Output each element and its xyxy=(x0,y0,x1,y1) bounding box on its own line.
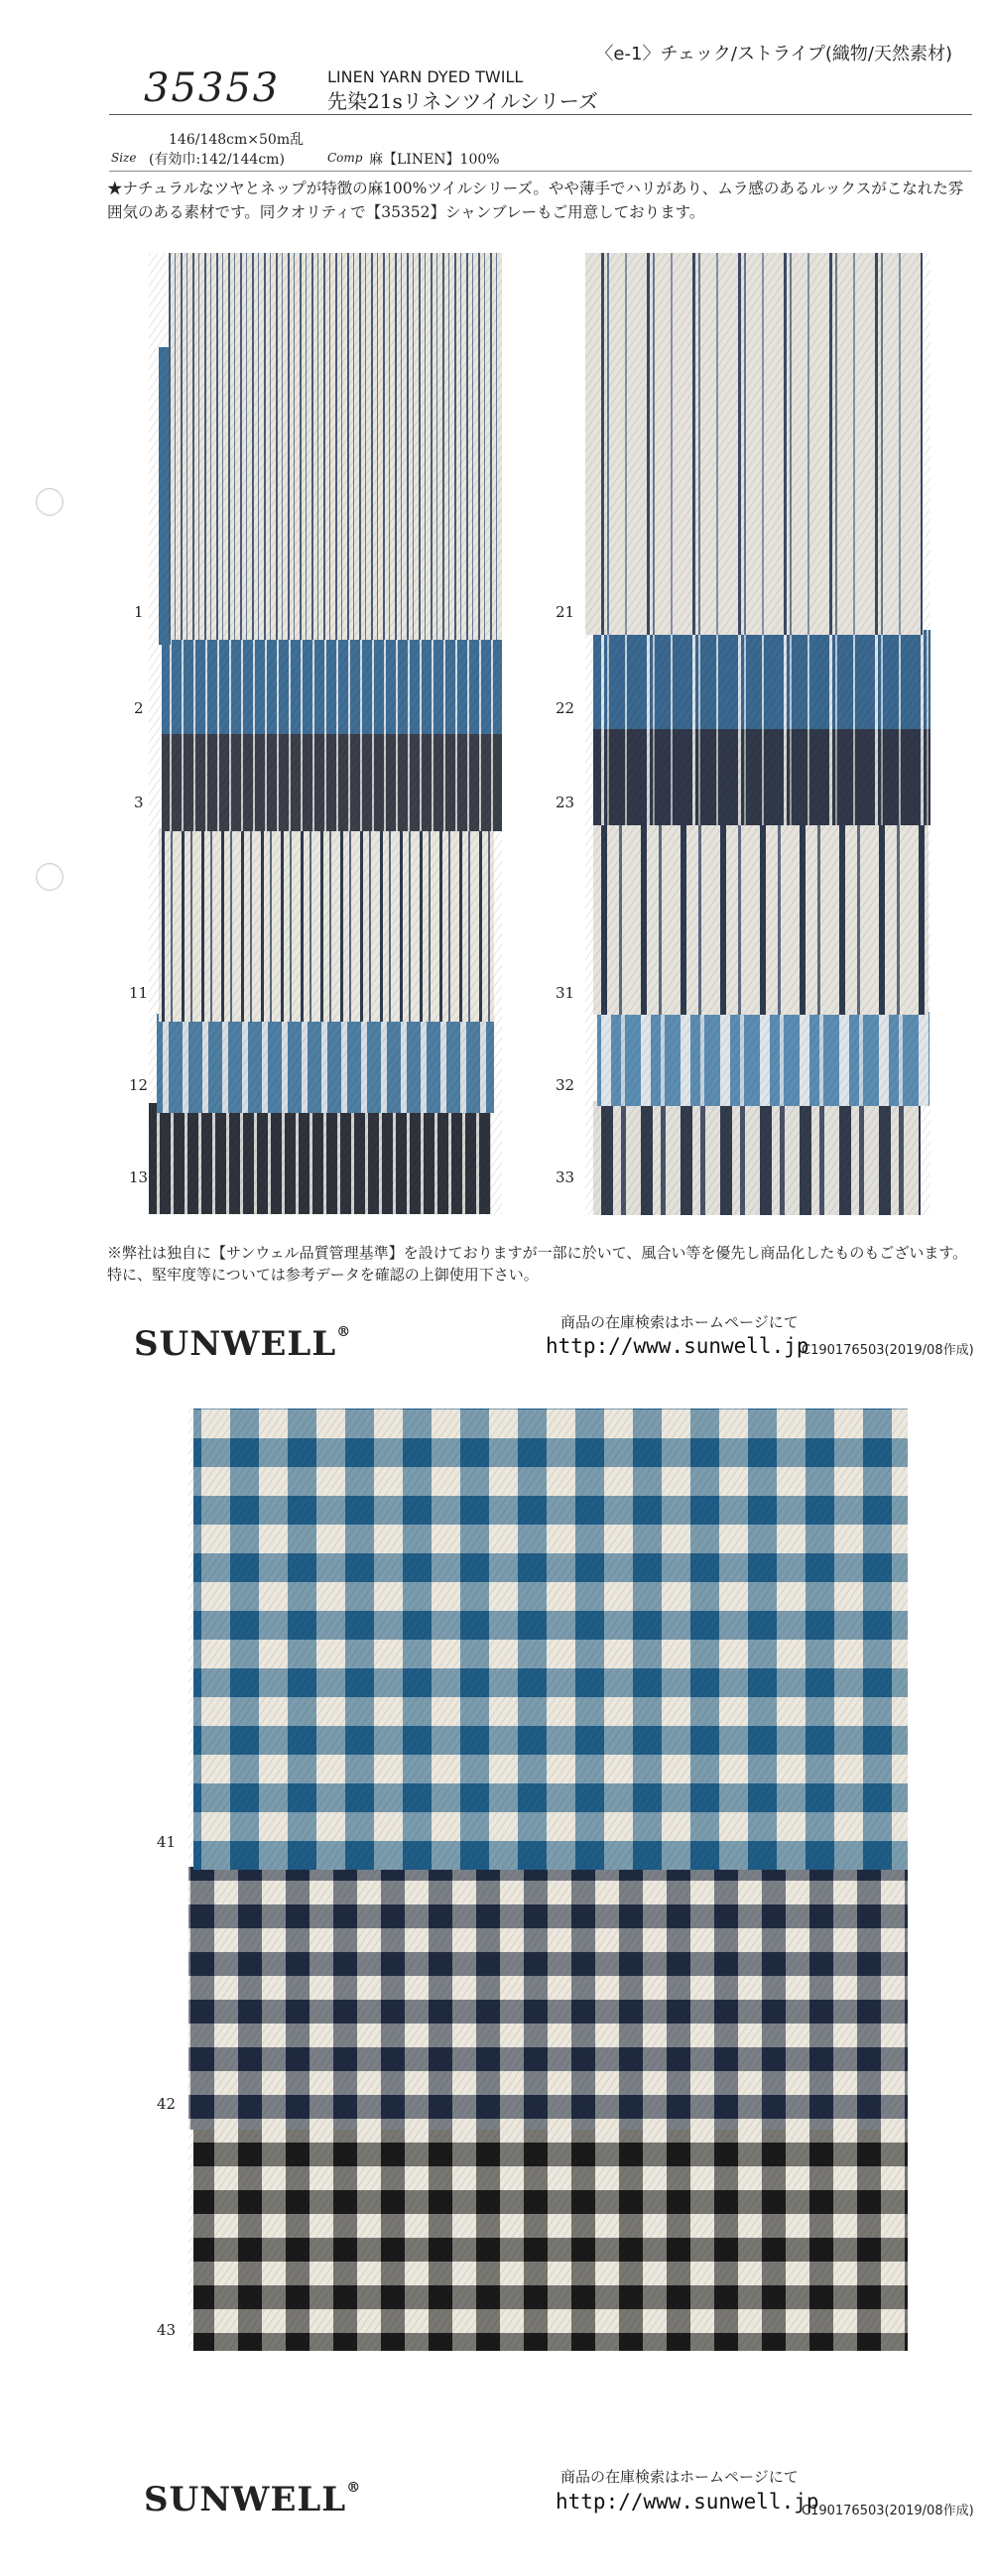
document-code: C190176503(2019/08作成) xyxy=(802,1343,974,1358)
brand-logo: SUNWELL® xyxy=(134,1324,352,1364)
product-number: 35353 xyxy=(144,65,281,111)
subtitle-en: LINEN YARN DYED TWILL xyxy=(327,67,524,86)
swatch-label: 21 xyxy=(556,603,575,621)
brand-logo: SUNWELL® xyxy=(144,2480,362,2519)
website-link[interactable]: http://www.sunwell.jp xyxy=(556,2490,819,2514)
swatch-label: 22 xyxy=(556,699,575,717)
subtitle-ja: 先染21sリネンツイルシリーズ xyxy=(327,89,598,113)
quality-note-line1: ※弊社は独自に【サンウェル品質管理基準】を設けておりますが一部に於いて、風合い等を優先し商品化したものもございます。 xyxy=(107,1244,968,1262)
spec-comp-value: 麻【LINEN】100% xyxy=(369,152,500,168)
swatch-label: 32 xyxy=(556,1076,575,1094)
swatch-label: 23 xyxy=(556,794,575,811)
quality-note-line2: 特に、堅牢度等については参考データを確認の上御使用下さい。 xyxy=(107,1266,539,1284)
swatch-stack-check xyxy=(188,1409,908,2351)
swatch-stack-right xyxy=(585,253,930,1215)
spec-size-label: Size xyxy=(111,151,137,165)
swatch-label: 12 xyxy=(129,1076,149,1094)
swatch-label: 3 xyxy=(134,794,144,811)
swatch-label: 2 xyxy=(134,699,144,717)
swatch-stack-left xyxy=(149,253,502,1215)
swatch-label: 1 xyxy=(134,603,144,621)
swatch-label: 11 xyxy=(129,984,149,1002)
swatch-label: 42 xyxy=(157,2095,177,2113)
swatch-label: 33 xyxy=(556,1168,575,1186)
category-label: 〈e-1〉チェック/ストライプ(織物/天然素材) xyxy=(595,44,952,64)
swatch-label: 41 xyxy=(157,1833,177,1851)
swatch-label: 13 xyxy=(129,1168,149,1186)
swatch-label: 31 xyxy=(556,984,575,1002)
spec-effective-width: (有効巾:142/144cm) xyxy=(149,152,285,168)
swatch-label: 43 xyxy=(157,2321,177,2339)
document-code: C190176503(2019/08作成) xyxy=(802,2504,974,2518)
quality-notes xyxy=(107,1242,970,1286)
product-description: ★ナチュラルなツヤとネップが特徴の麻100%ツイルシリーズ。やや薄手でハリがあり、ムラ感のあるルックスがこなれた雰囲気のある素材です。同クオリティで【35352】シャンブレーもご用意しております。 xyxy=(107,180,964,221)
stock-search-note: 商品の在庫検索はホームページにて xyxy=(560,1313,799,1331)
spec-width-length: 146/148cm×50m乱 xyxy=(169,132,305,148)
spec-comp-label: Comp xyxy=(327,151,363,165)
website-link[interactable]: http://www.sunwell.jp xyxy=(546,1334,809,1358)
stock-search-note: 商品の在庫検索はホームページにて xyxy=(560,2468,799,2486)
